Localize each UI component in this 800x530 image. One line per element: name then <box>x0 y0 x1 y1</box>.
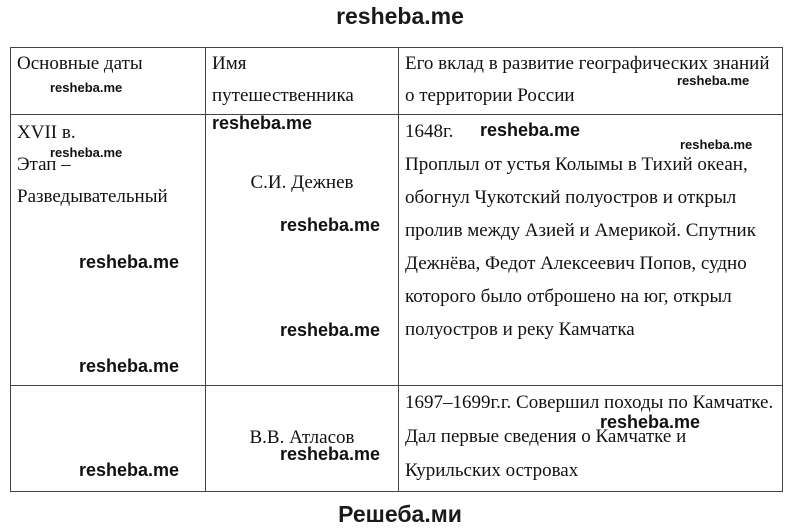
watermark: resheba.me <box>212 113 313 133</box>
watermark: resheba.me <box>600 412 701 432</box>
row2-name-text: В.В. Атласов <box>249 426 355 448</box>
row2-contribution: 1697–1699г.г. Совершил походы по Камчатке. Дал первые сведения о Камчатке и Курильских островах <box>399 386 783 492</box>
watermark: resheba.me <box>50 145 123 160</box>
site-header: resheba.me <box>336 3 464 29</box>
watermark: resheba.me <box>50 80 123 95</box>
watermark: resheba.me <box>480 120 581 140</box>
watermark: resheba.me <box>79 356 180 376</box>
row1-traveler-name <box>206 115 399 386</box>
row1-period-stage: Этап – <box>17 154 71 175</box>
watermark: resheba.me <box>677 73 750 88</box>
table-row <box>11 115 783 386</box>
watermark: resheba.me <box>680 137 753 152</box>
site-footer: Решеба.ми <box>338 501 462 527</box>
header-traveler-name: Имя путешественника <box>206 48 399 115</box>
row1-period-stage-name: Разведывательный <box>17 186 168 207</box>
watermark: resheba.me <box>280 444 381 464</box>
row1-contribution: 1648г. Проплыл от устья Колымы в Тихий океан, обогнул Чукотский полуостров и открыл пролив между Азией и Америкой. Спутник Дежнёва, Федот Алексеевич Попов, судно которого было отброшено на юг, открыл полуостров и реку Камчатка <box>399 115 783 386</box>
header-dates: Основные даты <box>11 48 206 115</box>
watermark: resheba.me <box>79 460 180 480</box>
table-header-row <box>11 48 783 115</box>
watermark: resheba.me <box>280 215 381 235</box>
row1-name-text: С.И. Дежнев <box>250 172 354 193</box>
watermark: resheba.me <box>79 252 180 272</box>
header-contribution: Его вклад в развитие географических знаний о территории России <box>399 48 783 115</box>
row1-period-century: XVII в. <box>17 122 76 143</box>
row2-traveler-name <box>206 386 399 492</box>
watermark: resheba.me <box>280 320 381 340</box>
